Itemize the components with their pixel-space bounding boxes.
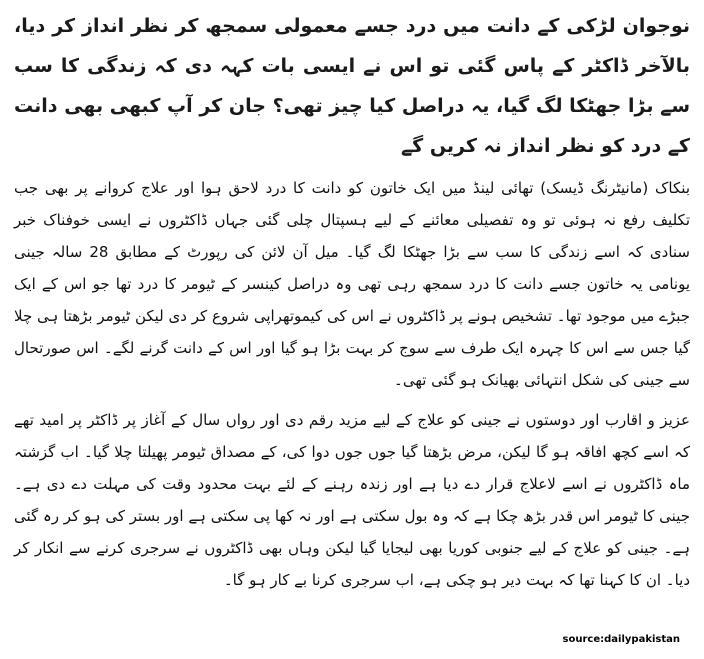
article-paragraph-1: بنکاک (مانیٹرنگ ڈیسک) تھائی لینڈ میں ایک خاتون کو دانت کا درد لاحق ہوا اور علاج کروانے پر بھی جب تکلیف رفع نہ ہوئی تو وہ تفصیلی معائنے کے لیے ہسپتال چلی گئی جہاں ڈاکٹروں نے ایسی خوفناک خبر سنادی کہ اسے زندگی کا سب سے بڑا جھٹکا لگ گیا۔ میل آن لائن کی رپورٹ کے مطابق 28 سالہ جینی یونامی یہ خاتون جسے دانت کا درد سمجھ رہی تھی وہ دراصل کینسر کے ٹیومر کا درد تھا جو اس کے ایک جبڑے میں موجود تھا۔ تشخیص ہونے پر ڈاکٹروں نے اس کی کیموتھراپی شروع کر دی لیکن ٹیومر بڑھتا ہی چلا گیا جس سے اس کا چہرہ ایک طرف سے سوج کر بہت بڑا ہو گیا اور اس کے دانت گرنے لگے۔ اس صورتحال سے جینی کی شکل انتہائی بھیانک ہو گئی تھی۔ <box>14 179 690 389</box>
article-headline: نوجوان لڑکی کے دانت میں درد جسے معمولی سمجھ کر نظر انداز کر دیا، بالآخر ڈاکٹر کے پاس گئی تو اس نے ایسی بات کہہ دی کہ زندگی کا سب سے بڑا جھٹکا لگ گیا، یہ دراصل کیا چیز تھی؟ جان کر آپ کبھی بھی دانت کے درد کو نظر انداز نہ کریں گے <box>14 15 690 157</box>
article-paragraph-2: عزیز و اقارب اور دوستوں نے جینی کو علاج کے لیے مزید رقم دی اور رواں سال کے آغاز پر ڈاکٹر پر امید تھے کہ اسے کچھ افاقہ ہو گا لیکن، مرض بڑھتا گیا جوں جوں دوا کی، کے مصداق ٹیومر پھیلتا چلا گیا۔ اب گزشتہ ماہ ڈاکٹروں نے اسے لاعلاج قرار دے دیا ہے اور زندہ رہنے کے لئے بہت محدود وقت کی مہلت دے دی ہے۔ جینی کا ٹیومر اس قدر بڑھ چکا ہے کہ وہ بول سکتی ہے اور نہ کھا پی سکتی ہے اور بستر کی ہو کر رہ گئی ہے۔ جینی کو علاج کے لیے جنوبی کوریا بھی لیجایا گیا لیکن وہاں بھی ڈاکٹروں نے سرجری کرنے سے انکار کر دیا۔ ان کا کہنا تھا کہ بہت دیر ہو چکی ہے، اب سرجری کرنا بے کار ہو گا۔ <box>14 411 690 589</box>
source-credit: source:dailypakistan <box>562 634 680 645</box>
article-body <box>14 6 690 604</box>
